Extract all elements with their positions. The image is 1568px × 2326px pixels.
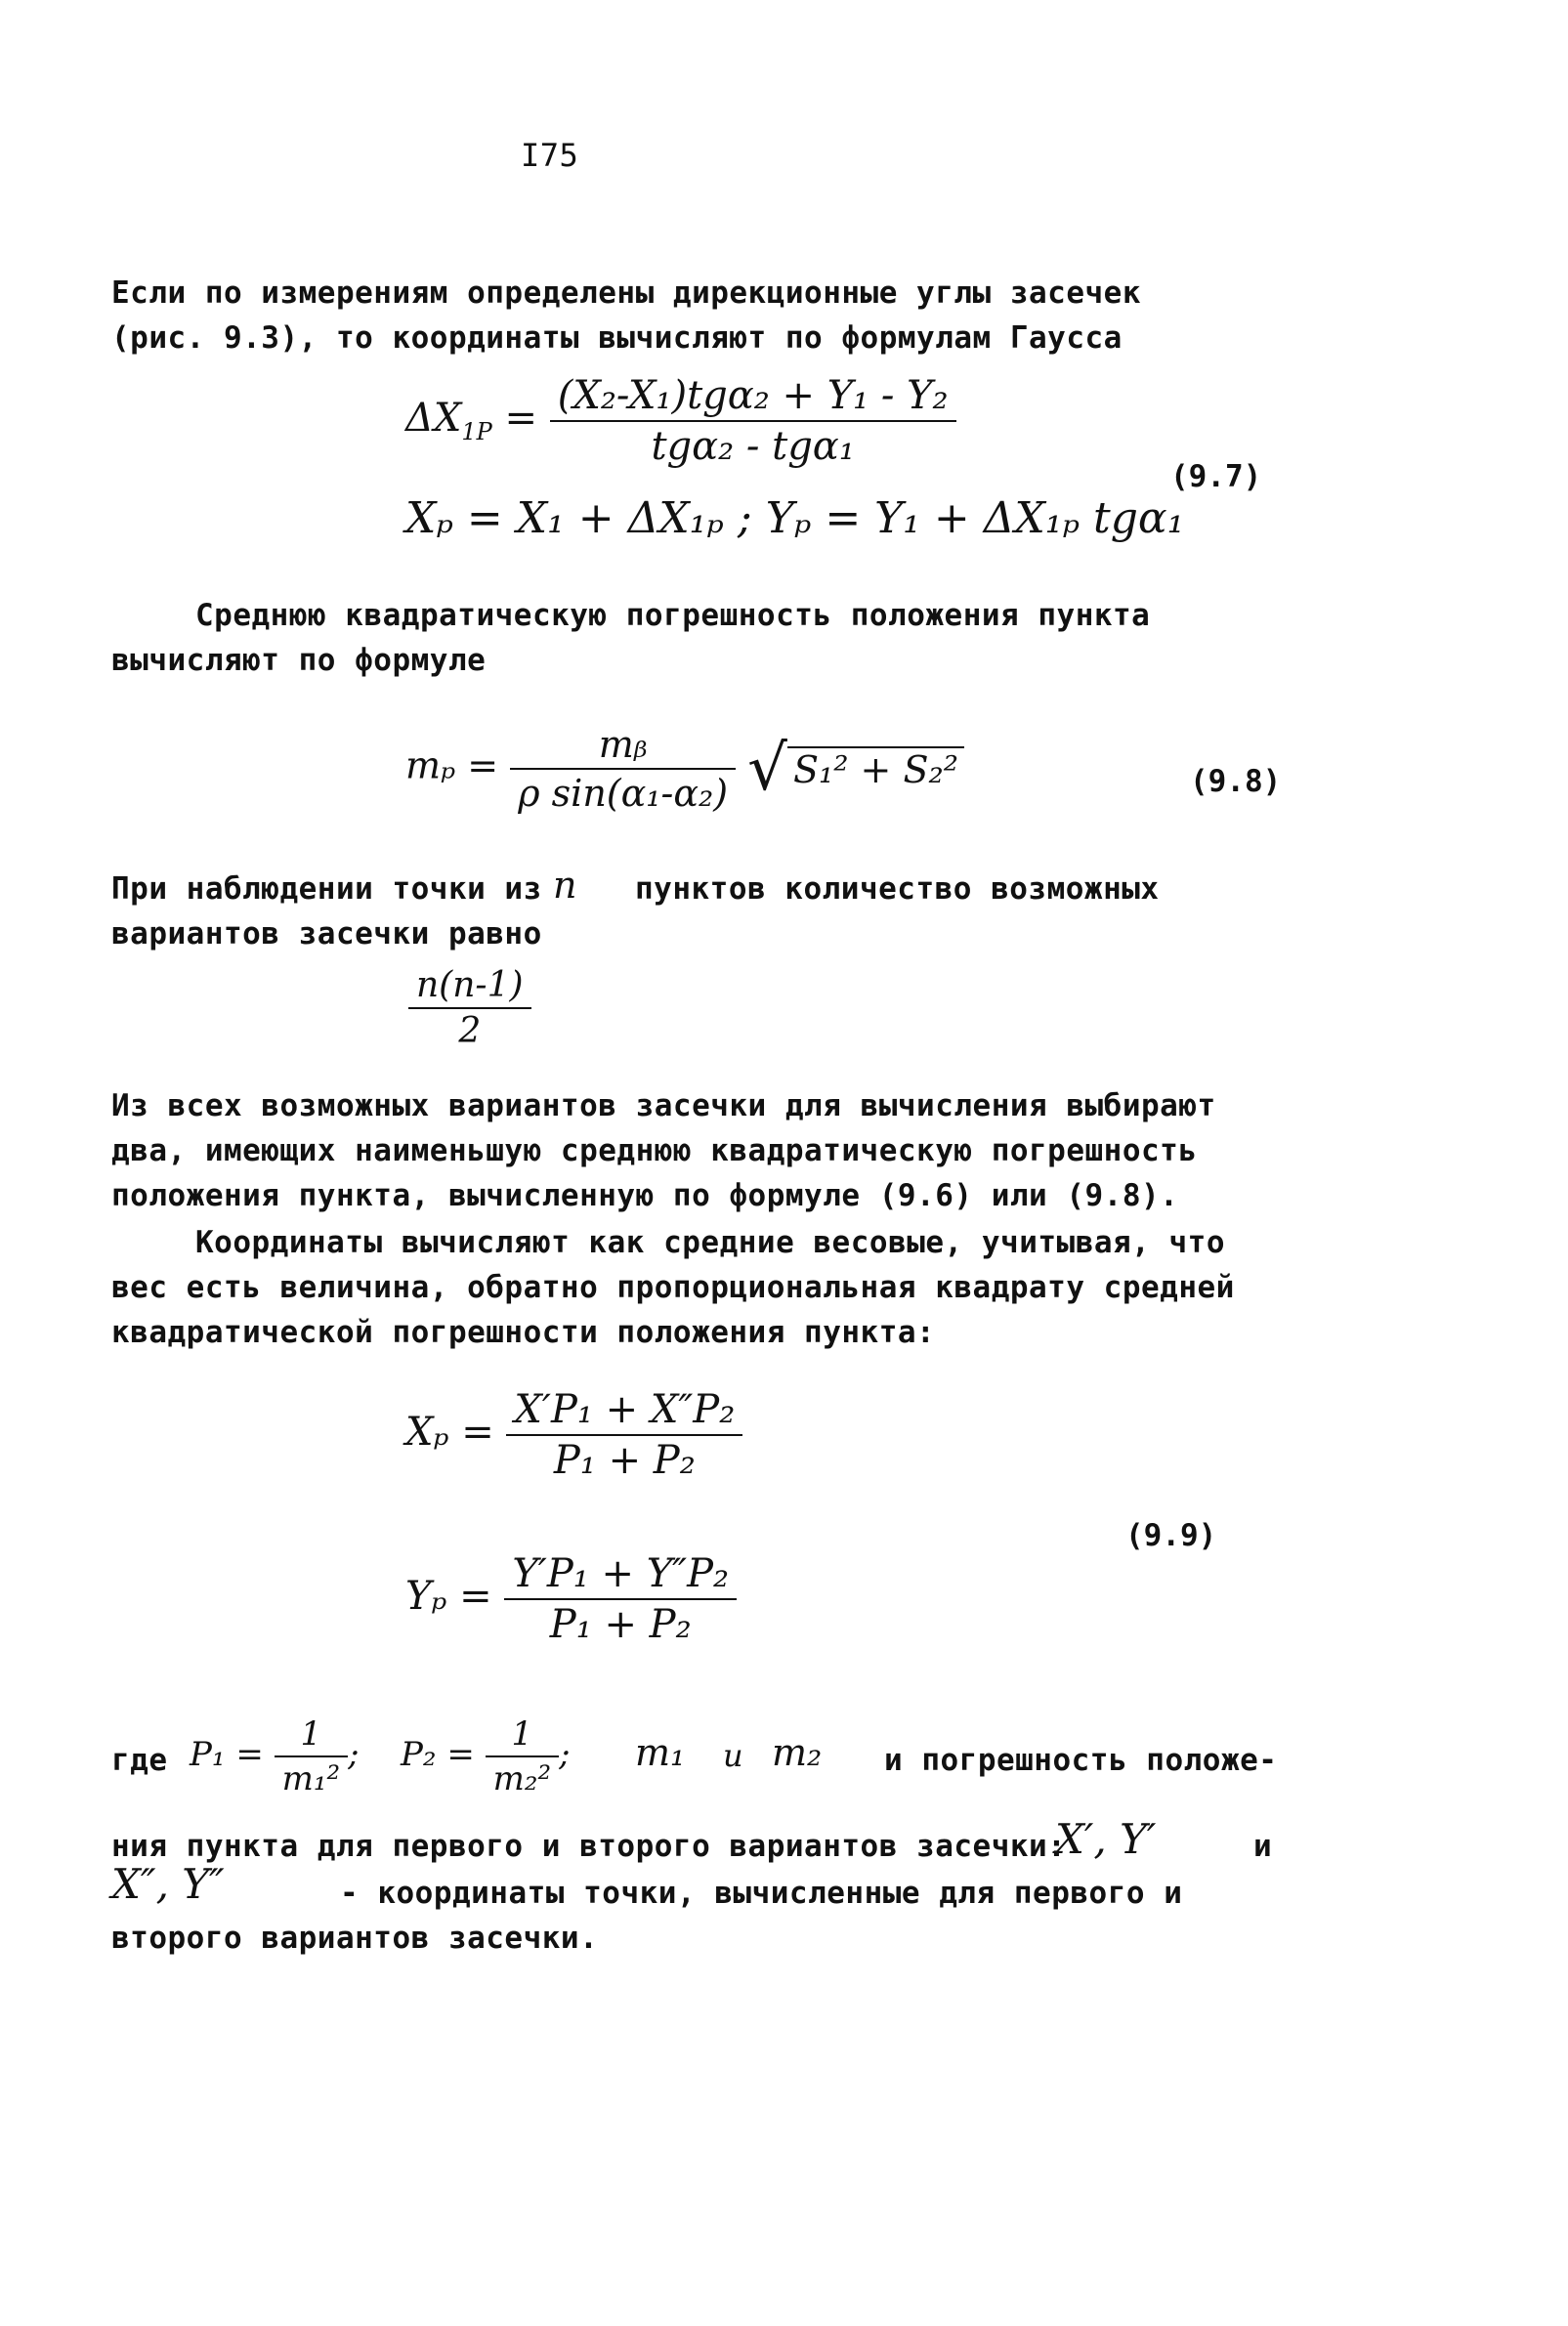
- equation-9-7-line2: Xₚ = X₁ + ΔX₁ₚ ; Yₚ = Y₁ + ΔX₁ₚ tgα₁: [405, 493, 1185, 543]
- page-number: I75: [521, 137, 579, 174]
- weight-p1-numerator: 1: [300, 1714, 322, 1754]
- weight-p2-denominator: m₂²: [492, 1759, 552, 1798]
- paragraph-line: Если по измерениям определены дирекционные углы засечек: [111, 275, 1141, 311]
- paragraph-line: Среднюю квадратическую погрешность положения пункта: [195, 598, 1151, 633]
- coords-second: X″, Y″: [111, 1860, 225, 1908]
- eq99-x-fraction: [506, 1387, 742, 1483]
- m2-symbol: m₂: [772, 1731, 823, 1774]
- paragraph-line: ния пункта для первого и второго вариантов засечки:: [111, 1829, 1067, 1864]
- eq97-numerator: (X₂-X₁)tgα₂ + Y₁ - Y₂: [557, 373, 949, 418]
- eq99-y-denominator: P₁ + P₂: [549, 1602, 692, 1647]
- m1-symbol: m₁: [635, 1731, 686, 1774]
- paragraph-line: вычисляют по формуле: [111, 643, 487, 678]
- eq98-root: S₁² + S₂²: [787, 746, 964, 791]
- paragraph-line: При наблюдении точки из: [111, 871, 542, 907]
- paragraph-line: квадратической погрешности положения пункта:: [111, 1315, 936, 1350]
- weight-p1: P₁ = $\frac{1}{\text{m₁²}}$ ;: [190, 1714, 360, 1798]
- combinations-denominator: 2: [458, 1011, 482, 1051]
- paragraph-line: пунктов количество возможных: [635, 871, 1160, 907]
- paragraph-line: Из всех возможных вариантов засечки для вычисления выбирают: [111, 1088, 1216, 1123]
- paragraph-line: вес есть величина, обратно пропорциональная квадрату средней: [111, 1270, 1235, 1305]
- eq99-y-lhs: Yₚ =: [405, 1574, 492, 1619]
- weight-p2-fraction: [486, 1714, 560, 1798]
- n-symbol: n: [553, 864, 577, 907]
- coords-first: X′, Y′: [1055, 1815, 1157, 1863]
- weight-p1-fraction: [275, 1714, 349, 1798]
- eq98-denominator: ρ sin(α₁-α₂): [518, 772, 729, 815]
- eq99-x-lhs: Xₚ =: [405, 1410, 494, 1455]
- weight-p2-lhs: P₂ =: [401, 1735, 475, 1774]
- eq98-fraction: [510, 723, 736, 815]
- weight-p1-lhs: P₁ =: [190, 1735, 264, 1774]
- eq99-y-numerator: Y′P₁ + Y″P₂: [512, 1551, 730, 1596]
- equation-9-8-number: (9.8): [1190, 764, 1282, 799]
- paragraph-line: второго вариантов засечки.: [111, 1921, 599, 1956]
- eq98-numerator: mᵦ: [598, 723, 648, 766]
- paragraph-line: и: [1253, 1829, 1273, 1864]
- weight-p2: P₂ = $\frac{1}{\text{m₂²}}$ ;: [401, 1714, 571, 1798]
- equation-9-7-number: (9.7): [1170, 459, 1262, 494]
- paragraph-line: (рис. 9.3), то координаты вычисляют по формулам Гаусса: [111, 320, 1123, 356]
- and-symbol: и: [723, 1737, 743, 1774]
- eq99-x-denominator: P₁ + P₂: [553, 1438, 696, 1483]
- combinations-formula: [408, 965, 531, 1051]
- eq99-x-numerator: X′P₁ + X″P₂: [514, 1387, 736, 1432]
- eq97-lhs-sub: 1P: [461, 418, 492, 445]
- equation-9-9-x: [405, 1387, 742, 1483]
- combinations-numerator: n(n-1): [416, 965, 524, 1005]
- eq99-y-fraction: [504, 1551, 737, 1647]
- eq97-denominator: tgα₂ - tgα₁: [651, 424, 855, 469]
- weight-p1-denominator: m₁²: [281, 1759, 341, 1798]
- paragraph-line: - координаты точки, вычисленные для первого и: [340, 1876, 1183, 1911]
- equation-9-9-number: (9.9): [1125, 1518, 1217, 1553]
- equation-9-7-fraction: $\Delta X_{1P}$ = $\frac{\text{(X₂-X₁)tgα₂ + Y₁ - Y₂}}{\text{tgα₂ - tgα₁}}$: [405, 373, 956, 469]
- paragraph-line: Координаты вычисляют как средние весовые, учитывая, что: [195, 1225, 1225, 1260]
- equation-9-9-y: [405, 1551, 737, 1647]
- where-label: где: [111, 1743, 168, 1778]
- combinations-fraction: [408, 965, 531, 1051]
- eq97-fraction: [550, 373, 956, 469]
- eq98-lhs: mₚ =: [405, 743, 499, 787]
- paragraph-line: положения пункта, вычисленную по формуле (9.6) или (9.8).: [111, 1178, 1179, 1213]
- paragraph-line: и погрешность положе-: [884, 1743, 1278, 1778]
- paragraph-line: два, имеющих наименьшую среднюю квадратическую погрешность: [111, 1133, 1198, 1168]
- paragraph-line: вариантов засечки равно: [111, 916, 542, 952]
- weight-p2-numerator: 1: [511, 1714, 533, 1754]
- equation-9-8: mₚ = $\frac{\text{mᵦ}}{\text{ρ sin(α₁-α₂)}}$ √ S₁² + S₂²: [405, 723, 964, 815]
- eq97-lhs: ΔX: [405, 396, 462, 441]
